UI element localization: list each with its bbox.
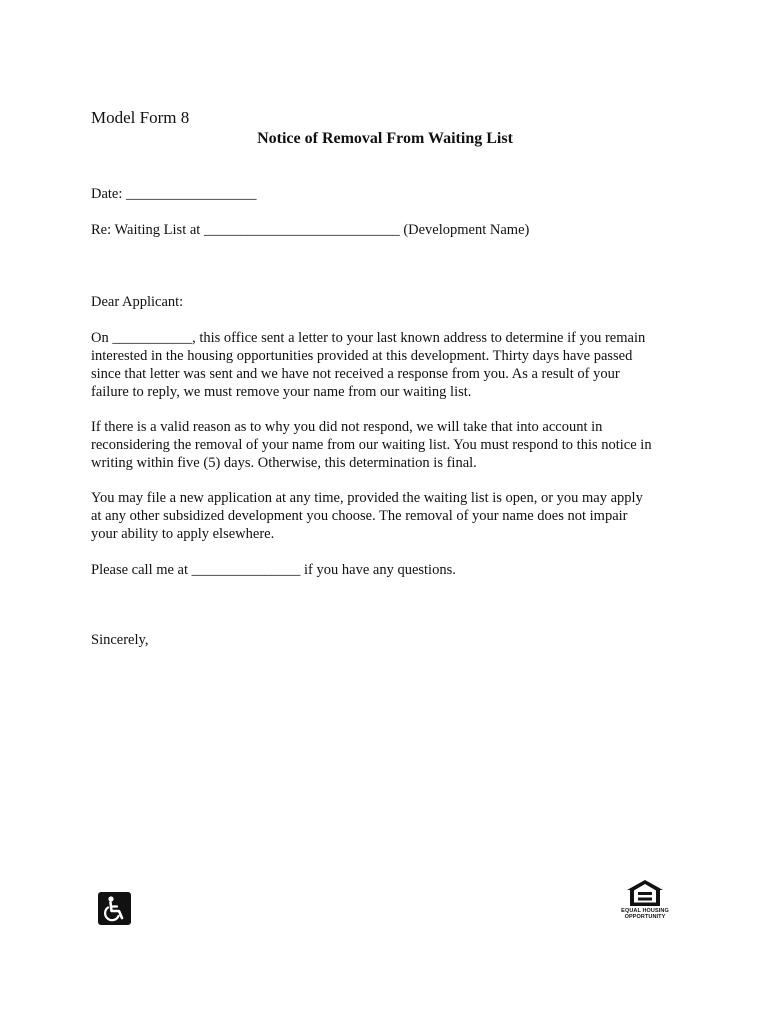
paragraph-2-line: If there is a valid reason as to why you did not respond, we will take that into account in [91,419,603,435]
paragraph-2-line: writing within five (5) days. Otherwise, this determination is final. [91,455,477,471]
form-label: Model Form 8 [91,108,190,127]
equal-housing-opportunity-icon [619,878,671,924]
closing: Sincerely, [91,632,149,648]
paragraph-3 [91,489,686,543]
wheelchair-accessibility-icon [98,892,131,925]
paragraph-1-line: interested in the housing opportunities provided at this development. Thirty days have passed [91,348,633,364]
salutation: Dear Applicant: [91,294,184,310]
paragraph-1-line: failure to reply, we must remove your name from our waiting list. [91,384,472,400]
re-line: Re: Waiting List at ___________________________ (Development Name) [91,222,530,238]
date-line: Date: __________________ [91,186,257,202]
equal-housing-text: EQUAL HOUSING [621,908,669,914]
paragraph-1 [91,329,686,401]
call-line: Please call me at _______________ if you have any questions. [91,562,456,578]
opportunity-text: OPPORTUNITY [624,914,666,920]
paragraph-1-line: since that letter was sent and we have not received a response from you. As a result of your [91,366,620,382]
paragraph-3-line: at any other subsidized development you choose. The removal of your name does not impair [91,508,628,524]
paragraph-2 [91,418,686,472]
paragraph-3-line: your ability to apply elsewhere. [91,526,275,542]
document-title: Notice of Removal From Waiting List [257,130,513,147]
paragraph-1-line: On ___________, this office sent a letter to your last known address to determine if you remain [91,330,646,346]
paragraph-3-line: You may file a new application at any time, provided the waiting list is open, or you may apply [91,490,643,506]
paragraph-2-line: reconsidering the removal of your name from our waiting list. You must respond to this notice in [91,437,652,453]
